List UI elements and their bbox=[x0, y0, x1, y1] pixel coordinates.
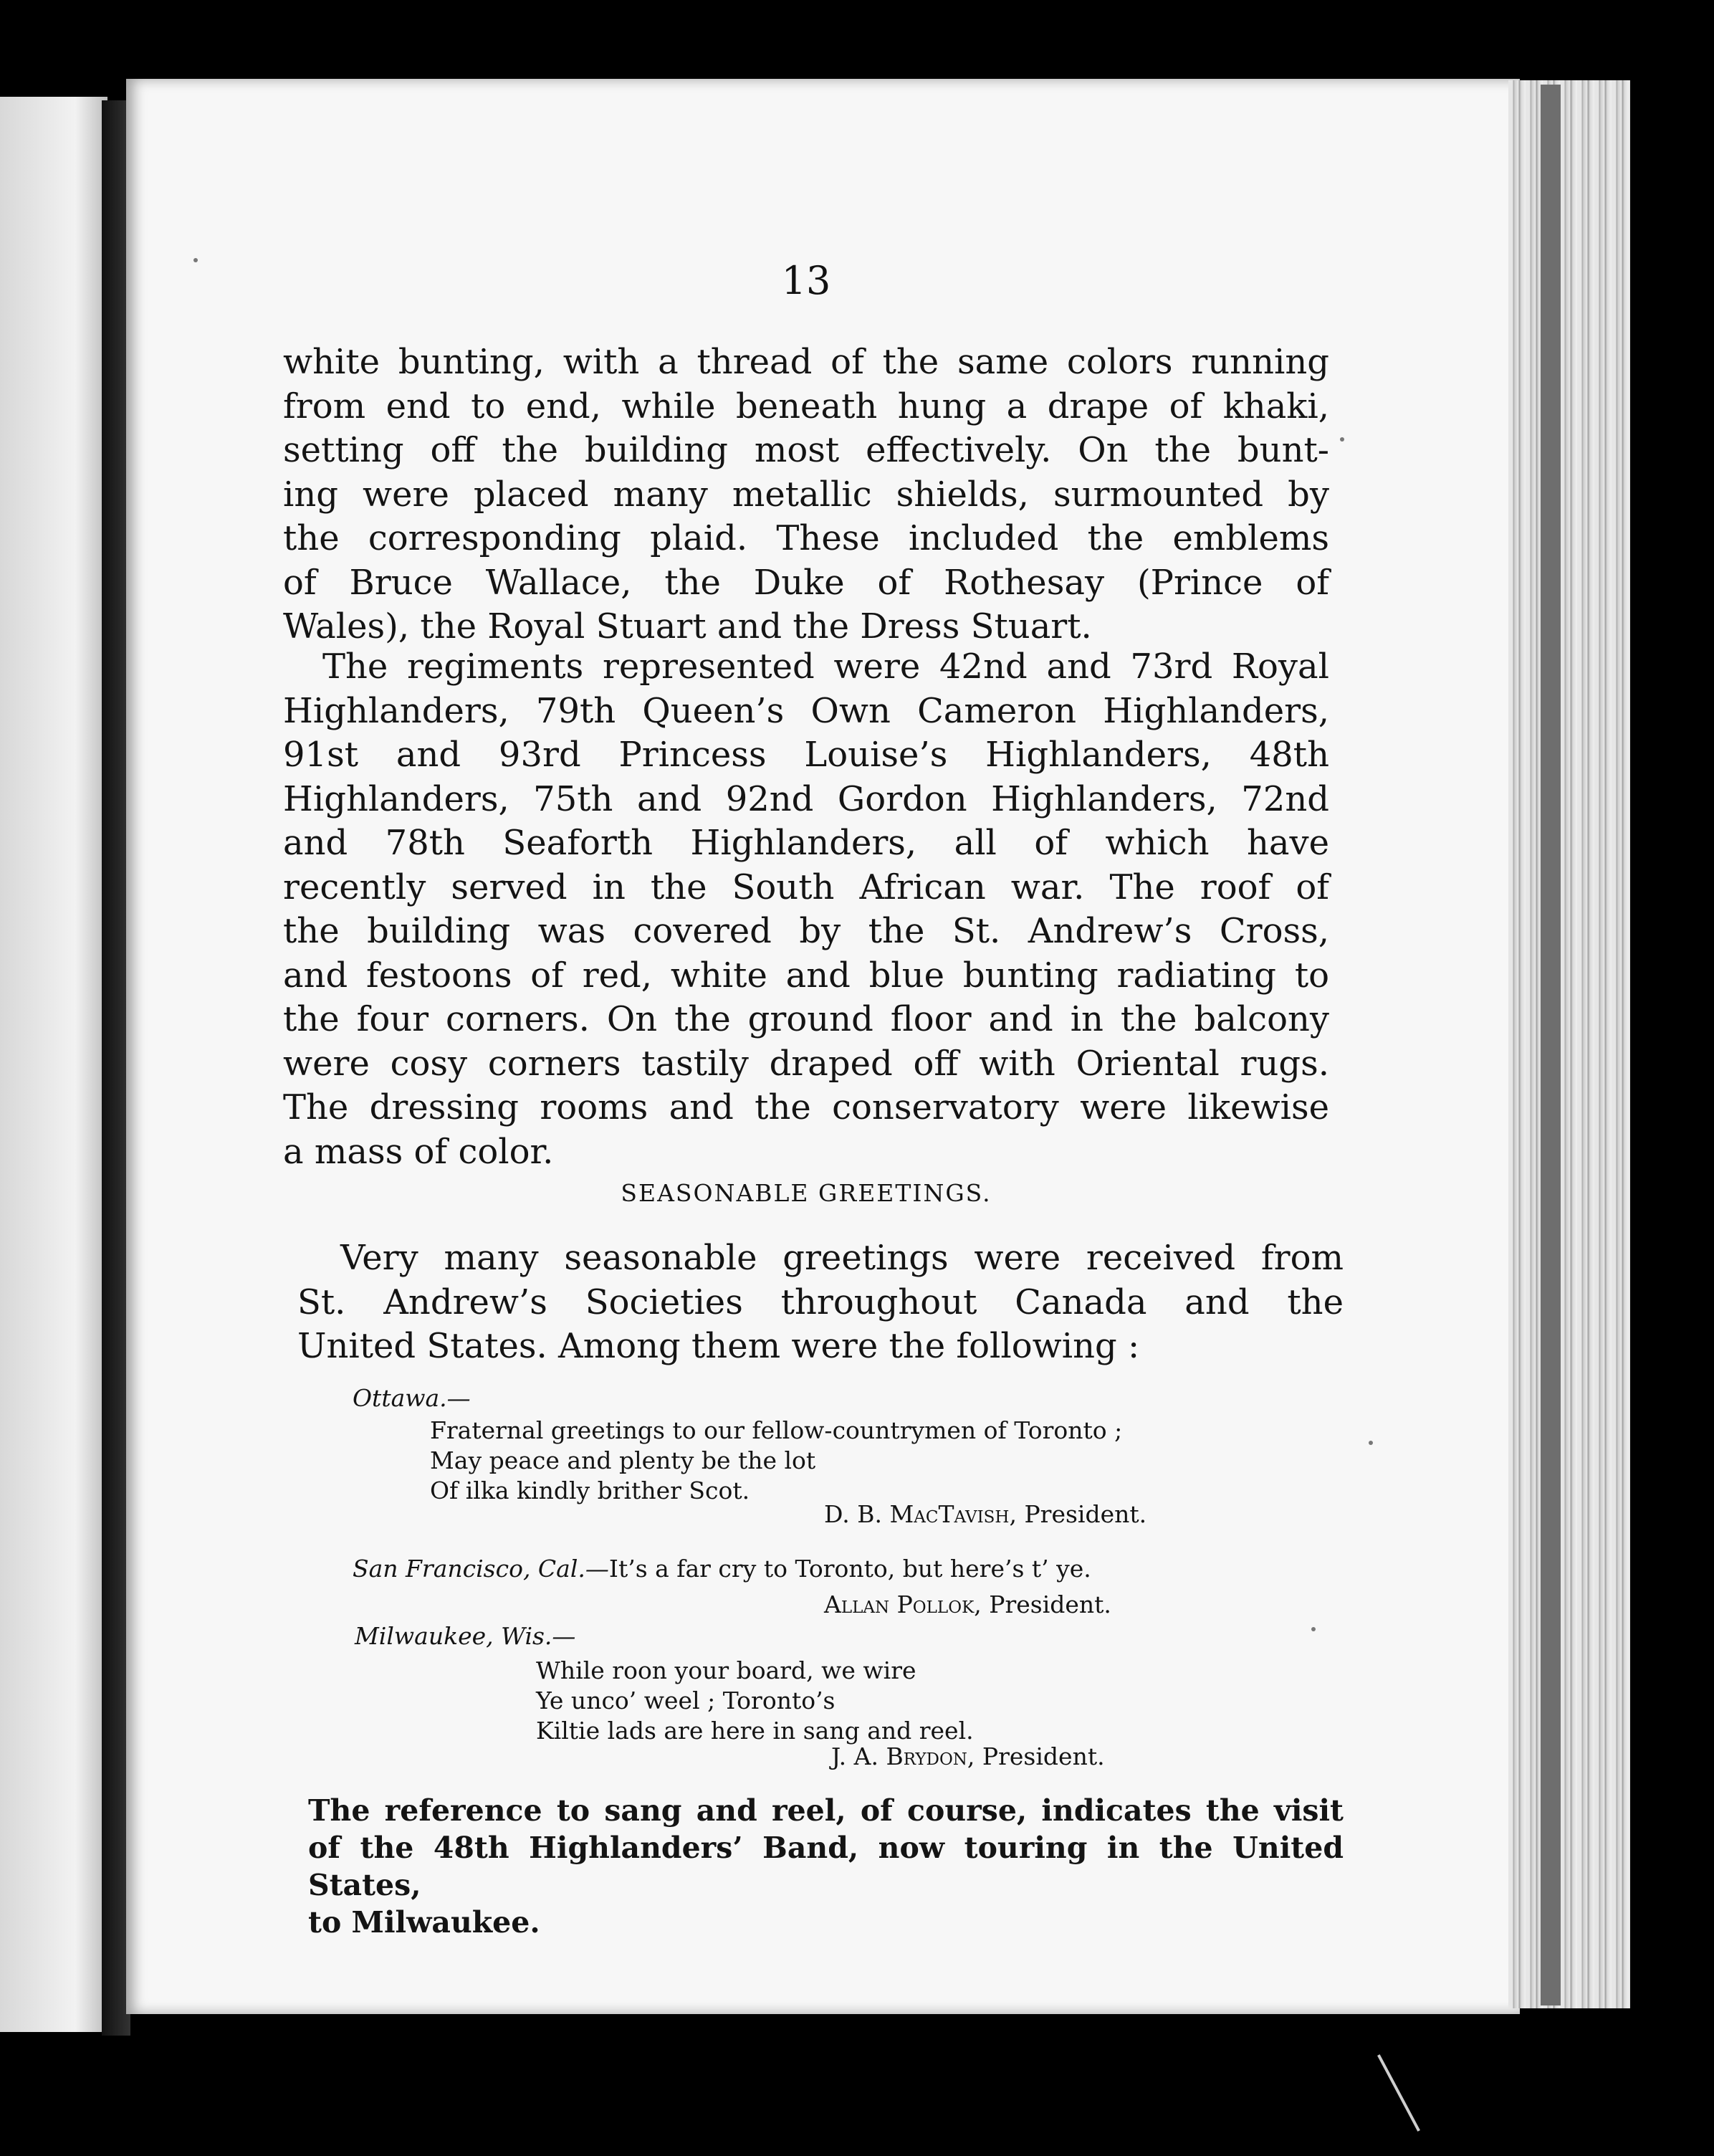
text-line: from end to end, while beneath hung a drape of khaki, bbox=[283, 386, 1329, 426]
text-line: the four corners. On the ground floor and in the balcony bbox=[283, 999, 1329, 1039]
paragraph-3 bbox=[297, 1236, 1344, 1369]
dust-speck bbox=[193, 258, 198, 262]
text-line: white bunting, with a thread of the same colors running bbox=[283, 342, 1329, 382]
text-line: The reference to sang and reel, of course, indicates the visit bbox=[308, 1793, 1344, 1828]
dust-speck bbox=[1311, 1627, 1316, 1631]
text-line: The dressing rooms and the conservatory were likewise bbox=[283, 1087, 1329, 1127]
paragraph-1 bbox=[283, 340, 1329, 649]
text-line: to Milwaukee. bbox=[308, 1905, 540, 1940]
text-line: the corresponding plaid. These included the emblems bbox=[283, 518, 1329, 558]
page-number: 13 bbox=[781, 258, 831, 303]
signature-title: President. bbox=[989, 1590, 1111, 1618]
text-line: The regiments represented were 42nd and 73rd Royal bbox=[322, 647, 1329, 687]
milwaukee-place: Milwaukee, Wis.— bbox=[355, 1622, 576, 1650]
text-line: the building was covered by the St. Andrew’s Cross, bbox=[283, 911, 1329, 951]
verse-line: May peace and plenty be the lot bbox=[430, 1446, 816, 1474]
text-line: recently served in the South African war. The roof of bbox=[283, 867, 1329, 907]
signature-name: D. B. MacTavish, bbox=[824, 1500, 1017, 1528]
left-page-edge bbox=[0, 97, 107, 2032]
text-line: Highlanders, 79th Queen’s Own Cameron Highlanders, bbox=[283, 690, 1329, 731]
text-line: Very many seasonable greetings were received from bbox=[340, 1238, 1344, 1278]
signature-name: Allan Pollok, bbox=[824, 1590, 982, 1618]
closing-paragraph bbox=[308, 1792, 1344, 1941]
text-line: were cosy corners tastily draped off with Oriental rugs. bbox=[283, 1043, 1329, 1084]
text-line: ing were placed many metallic shields, surmounted by bbox=[283, 474, 1329, 515]
verse-line: While roon your board, we wire bbox=[536, 1656, 916, 1684]
ottawa-signature bbox=[824, 1499, 1146, 1530]
text-line: United States. Among them were the following : bbox=[297, 1326, 1140, 1366]
verse-line: Kiltie lads are here in sang and reel. bbox=[536, 1717, 974, 1745]
milwaukee-verse bbox=[536, 1656, 974, 1746]
text-line: and 78th Seaforth Highlanders, all of which have bbox=[283, 823, 1329, 863]
verse-line: Of ilka kindly brither Scot. bbox=[430, 1477, 750, 1504]
signature-title: President. bbox=[1024, 1500, 1147, 1528]
text-line: of Bruce Wallace, the Duke of Rothesay (Prince of bbox=[283, 562, 1329, 603]
san-francisco-signature bbox=[824, 1590, 1111, 1620]
san-francisco-entry bbox=[353, 1554, 1091, 1584]
text-line: Highlanders, 75th and 92nd Gordon Highlanders, 72nd bbox=[283, 778, 1329, 819]
verse-line: Fraternal greetings to our fellow-countrymen of Toronto ; bbox=[430, 1416, 1123, 1444]
dust-speck bbox=[1340, 437, 1344, 442]
verse-line: Ye unco’ weel ; Toronto’s bbox=[536, 1687, 836, 1714]
text-line: a mass of color. bbox=[283, 1131, 554, 1172]
scratch-mark bbox=[1377, 2054, 1420, 2132]
text-line: Wales), the Royal Stuart and the Dress Stuart. bbox=[283, 606, 1092, 647]
signature-title: President. bbox=[982, 1742, 1105, 1770]
text-line: of the 48th Highlanders’ Band, now touring in the United States, bbox=[308, 1831, 1344, 1902]
section-heading: SEASONABLE GREETINGS. bbox=[621, 1179, 992, 1207]
san-francisco-message: It’s a far cry to Toronto, but here’s t’ ye. bbox=[608, 1555, 1091, 1583]
san-francisco-place: San Francisco, Cal.— bbox=[353, 1555, 609, 1583]
signature-name: J. A. Brydon, bbox=[831, 1742, 975, 1770]
ottawa-place: Ottawa.— bbox=[353, 1384, 471, 1412]
paragraph-2 bbox=[283, 645, 1329, 1174]
text-line: St. Andrew’s Societies throughout Canada and the bbox=[297, 1282, 1344, 1322]
milwaukee-signature bbox=[831, 1742, 1105, 1772]
page-edges-shadow bbox=[1541, 85, 1561, 2005]
text-line: and festoons of red, white and blue bunting radiating to bbox=[283, 955, 1329, 996]
text-line: setting off the building most effectively. On the bunt- bbox=[283, 430, 1329, 470]
ottawa-verse bbox=[430, 1416, 1122, 1506]
dust-speck bbox=[1369, 1441, 1373, 1445]
text-line: 91st and 93rd Princess Louise’s Highlanders, 48th bbox=[283, 735, 1329, 775]
page-edges bbox=[1508, 80, 1630, 2008]
